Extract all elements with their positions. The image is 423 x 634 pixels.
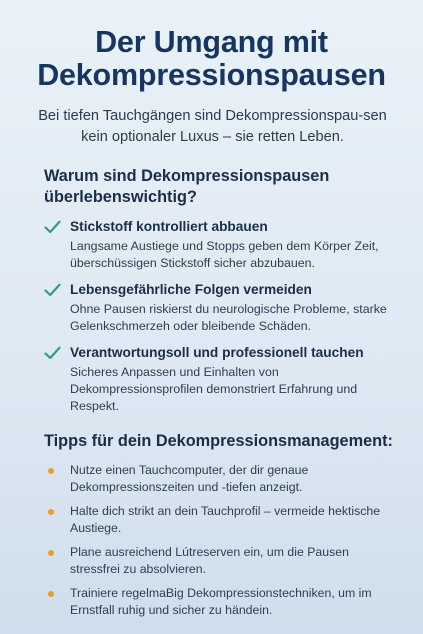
tip-text: Trainiere regelmaBig Dekompressionstechniken, um im Ernstfall ruhig und sicher zu händein. xyxy=(70,586,372,617)
intro-text: Bei tiefen Tauchgängen sind Dekompressionspau-sen kein optionaler Luxus – sie retten Leben. xyxy=(38,108,387,145)
bullet-dot-icon xyxy=(48,509,54,515)
section-why-heading: Warum sind Dekompressionspausen überlebenswichtig? xyxy=(44,167,330,206)
why-list xyxy=(44,218,393,415)
why-item-title: Verantwortungsoll und professionell tauchen xyxy=(70,345,364,360)
tip-item xyxy=(44,544,393,578)
bullet-dot-icon xyxy=(48,468,54,474)
tip-text: Plane ausreichend Lútreserven ein, um die Pausen stressfrei zu absolvieren. xyxy=(70,545,349,576)
bullet-dot-icon xyxy=(48,550,54,556)
page-title: Der Umgang mit Dekompressionspausen xyxy=(37,25,386,92)
why-item-title: Stickstoff kontrolliert abbauen xyxy=(70,219,268,234)
check-icon xyxy=(44,283,61,297)
check-icon xyxy=(44,346,61,360)
why-item-text: Ohne Pausen riskierst du neurologische Probleme, starke Gelenkschmerzeh oder bleibende Schäden. xyxy=(70,302,387,333)
tip-item xyxy=(44,503,393,537)
check-icon xyxy=(44,220,61,234)
section-tips-heading: Tipps für dein Dekompressionsmanagement: xyxy=(44,432,393,450)
tip-item xyxy=(44,462,393,496)
why-item-text: Sicheres Anpassen und Einhalten von Dekompressionsprofilen demonstriert Erfahrung und Respekt. xyxy=(70,365,358,413)
why-item-title: Lebensgefährliche Folgen vermeiden xyxy=(70,282,312,297)
tips-list xyxy=(44,462,393,619)
tip-text: Nutze einen Tauchcomputer, der dir genaue Dekompressionszeiten und -tiefen anzeigt. xyxy=(70,463,309,494)
why-item xyxy=(44,344,393,415)
tip-text: Halte dich strikt an dein Tauchprofil – vermeide hektische Austiege. xyxy=(70,504,381,535)
why-item xyxy=(44,218,393,272)
bullet-dot-icon xyxy=(48,591,54,597)
why-item xyxy=(44,281,393,335)
tip-item xyxy=(44,585,393,619)
why-item-text: Langsame Austiege und Stopps geben dem Körper Zeit, überschüssigen Stickstoff sicher abzubauen. xyxy=(70,239,379,270)
